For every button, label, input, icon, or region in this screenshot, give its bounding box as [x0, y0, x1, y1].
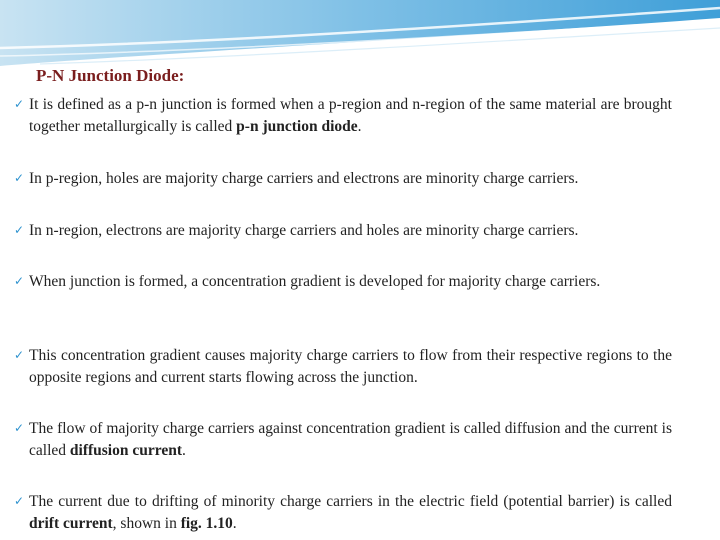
- bullet-item: [14, 271, 672, 293]
- bullet-item: [14, 491, 672, 534]
- bullet-text: In p-region, holes are majority charge carriers and electrons are minority charge carriers.: [29, 170, 579, 187]
- bullet-text: The current due to drifting of minority charge carriers in the electric field (potential barrier) is called drift current, shown in fig. 1.10.: [29, 493, 672, 532]
- bullet-text: The flow of majority charge carriers against concentration gradient is called diffusion and the current is called diffusion current.: [29, 420, 672, 459]
- bullet-text: In n-region, electrons are majority charge carriers and holes are minority charge carriers.: [29, 222, 579, 239]
- bold-term: diffusion current: [69, 441, 182, 459]
- bullet-item: [14, 168, 672, 190]
- bullet-text: When junction is formed, a concentration gradient is developed for majority charge carriers.: [29, 273, 601, 290]
- checkmark-icon: ✓: [14, 421, 25, 435]
- bold-term: p-n junction diode: [236, 117, 358, 135]
- bullet-item: [14, 345, 672, 388]
- checkmark-icon: ✓: [14, 274, 25, 288]
- bullet-text: It is defined as a p-n junction is formed when a p-region and n-region of the same material are brought together metallurgically is called p-n junction diode.: [29, 96, 672, 135]
- bullet-item: [14, 220, 672, 242]
- figure-reference: fig. 1.10: [180, 514, 233, 532]
- bold-term: drift current: [29, 514, 113, 532]
- checkmark-icon: ✓: [14, 97, 25, 111]
- bullet-item: [14, 418, 672, 461]
- bullet-text: This concentration gradient causes majority charge carriers to flow from their respective regions to the opposite regions and current starts flowing across the junction.: [29, 347, 672, 386]
- slide-title: P-N Junction Diode:: [36, 66, 185, 85]
- checkmark-icon: ✓: [14, 171, 25, 185]
- checkmark-icon: ✓: [14, 223, 25, 237]
- bullet-item: [14, 94, 672, 137]
- checkmark-icon: ✓: [14, 348, 25, 362]
- checkmark-icon: ✓: [14, 494, 25, 508]
